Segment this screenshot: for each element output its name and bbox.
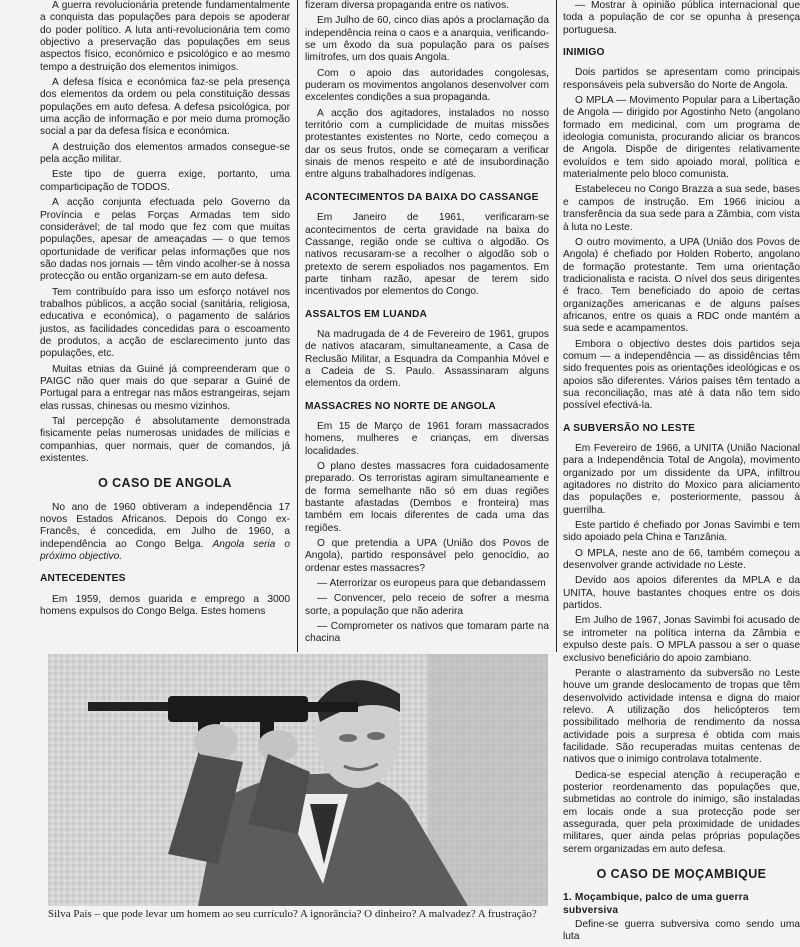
paragraph: A guerra revolucionária pretende fundamentalmente a conquista das populações para depois se apoderar do poder político. A luta anti-revolucionária tem como objectivo a preservação das populações em seus aspectos físico, económico e psicológico e ao mesmo tempo a destruição dos elementos inimigos. — [40, 0, 290, 73]
list-item: — Comprometer os nativos que tomaram parte na chacina — [305, 621, 549, 645]
paragraph: Em Julho de 1967, Jonas Savimbi foi acusado de se intrometer na política interna da Zâmbia e expulso deste país. O MPLA passou a ser o quase exclusivo beneficiário do apoio zambiano. — [563, 615, 800, 664]
paragraph: O plano destes massacres fora cuidadosamente preparado. Os terroristas agiram simultaneamente e de forma semelhante não só em duas regiões bastante afastadas (Dembos e fronteira) mas também em locais diferentes de cada uma das regiões. — [305, 461, 549, 534]
photo — [48, 654, 548, 906]
paragraph: Perante o alastramento da subversão no Leste houve um grande deslocamento de tropas que têm desenvolvido actividade intensa e digna do maior relevo. A utilização dos helicópteros tem possibilitado melhoria de rendimento da nossa actividade pois a surpresa é obtida com mais facilidade. São recuperadas muitas centenas de nativos que o inimigo controlava totalmente. — [563, 667, 800, 766]
photo-caption: Silva Pais – que pode levar um homem ao seu currículo? A ignorância? O dinheiro? A malvadez? A frustração? — [48, 908, 537, 920]
paragraph: Devido aos apoios diferentes da MPLA e da UNITA, houve bastantes choques entre os dois partidos. — [563, 575, 800, 612]
paragraph: Embora o objectivo destes dois partidos seja comum — a independência — as dissidências têm sido frequentes pois as orientações ideológicas e os apoios são diferentes. Vários países têm tentado a sua reconciliação, mas até à data não tem sido possível efectivá-la. — [563, 338, 800, 412]
paragraph: Em 1959, demos guarida e emprego a 3000 homens expulsos do Congo Belga. Estes homens — [40, 593, 290, 618]
paragraph: Na madrugada de 4 de Fevereiro de 1961, grupos de nativos atacaram, simultaneamente, a Casa de Reclusão Militar, a Esquadra da Companhia Móvel e a Cadeia de S. Paulo. Assassinaram alguns elementos da ordem. — [305, 328, 549, 390]
paragraph: Dois partidos se apresentam como principais responsáveis pela subversão do Norte de Angola. — [563, 67, 800, 91]
list-item: — Convencer, pelo receio de sofrer a mesma sorte, a população que não aderira — [305, 593, 549, 617]
paragraph: Este tipo de guerra exige, portanto, uma comparticipação de TODOS. — [40, 169, 290, 193]
section-heading-angola: O CASO DE ANGOLA — [98, 476, 232, 491]
paragraph: O outro movimento, a UPA (União dos Povos de Angola) é chefiado por Holden Roberto, angolano de formação protestante. Tem uma orientação tradicionalista e racista. O nível dos seus dirigentes é fraco. Tem beneficiado do apoio de certas organizações americanas e de alguns países africanos, entre os quais a RDC onde mantém a sua sede e acampamentos. — [563, 236, 800, 335]
paragraph: Define-se guerra subversiva como sendo uma luta — [563, 919, 800, 943]
section-heading-massacres: MASSACRES NO NORTE DE ANGOLA — [305, 400, 496, 412]
paragraph — [40, 502, 290, 564]
section-heading-luanda: ASSALTOS EM LUANDA — [305, 308, 428, 320]
list-item: — Aterrorizar os europeus para que debandassem — [317, 578, 546, 590]
subheading-mocambique: 1. Moçambique, palco de uma guerra subversiva — [563, 892, 749, 916]
paragraph: Tem contribuído para isso um esforço notável nos trabalhos públicos, a acção social (sanitária, religiosa, educativa e económica), o pagamento de salários justos, as facilidades concedidas para o escoamento de produtos, a acção de esclarecimento junto das populações, etc. — [40, 286, 290, 360]
paragraph: — Mostrar à opinião pública internacional que toda a população de cor se opunha à presença portuguesa. — [563, 0, 800, 36]
column-2 — [305, 0, 549, 649]
column-divider — [556, 0, 557, 652]
section-heading-inimigo: INIMIGO — [563, 47, 605, 59]
section-heading-leste: A SUBVERSÃO NO LESTE — [563, 422, 696, 434]
paragraph: O MPLA — Movimento Popular para a Libertação de Angola — dirigido por Agostinho Neto (angolano formado em medicinal, com um programa de ideologia comunista, procurando aliciar os brancos de Angola. Dispõe de dirigentes relativamente evoluídos e tem sido apoiado moral, política e materialmente pelo bloco comunista. — [563, 95, 800, 181]
paragraph: fizeram diversa propaganda entre os nativos. — [305, 0, 509, 11]
paragraph: A defesa física e económica faz-se pela presença dos elementos da ordem ou pela constituição dessas populações em auto defesa. A defesa psicológica, por uma acção de informação e por meio duma promoção social a par da defesa física e económica. — [40, 77, 290, 138]
paragraph: Em Janeiro de 1961, verificaram-se acontecimentos de certa gravidade na baixa do Cassange, região onde se cultiva o algodão. Os nativos recusaram-se a recolher o algodão sob o pretexto de serem espoliados nos pagamentos. Em parte tinham razão, apesar de terem sido incentivados por elementos do Congo. — [305, 212, 549, 298]
paragraph: Dedica-se especial atenção à recuperação e posterior reordenamento das populações que, submetidas ao controle do inimigo, são instaladas em locais onde a sua protecção pode ser assegurada, quer pela proximidade de unidades militares, quer ainda pelas próprias populações serem organizadas em auto defesa. — [563, 769, 800, 855]
paragraph: A acção conjunta efectuada pelo Governo da Província e pelas Forças Armadas tem sido considerável; de tal modo que fez com que muitas populações, apesar de ameaçadas — o que temos oportunidade de verificar pelas informações que nos são dadas nos jornais — têm vindo acolher-se à nossa protecção ou então organizam-se em auto defesa. — [40, 197, 290, 283]
section-heading-antecedentes: ANTECEDENTES — [40, 573, 126, 585]
paragraph: A acção dos agitadores, instalados no nosso território com a cumplicidade de muitas missões protestantes existentes no Norte, cedo começou a dar os seus frutos, onde se começaram a verificar sinais de menos respeito e até de insubordinação entre alguns trabalhadores indígenas. — [305, 107, 549, 181]
paragraph: Em Fevereiro de 1966, a UNITA (União Nacional para a Independência Total de Angola), movimento organizado por um dissidente da UPA, infiltrou agitadores no distrito do Moxico para aliciamento das populações e, posteriormente, passou à guerrilha. — [563, 443, 800, 516]
paragraph: Em 15 de Março de 1961 foram massacrados homens, mulheres e crianças, em diversas localidades. — [305, 420, 549, 457]
paragraph: O MPLA, neste ano de 66, também começou a desenvolver grande actividade no Leste. — [563, 547, 800, 572]
paragraph: Este partido é chefiado por Jonas Savimbi e tem sido apoiado pela China e Tanzânia. — [563, 520, 800, 544]
angola-text: No ano de 1960 obtiveram a independência 17 novos Estados Africanos. Depois do Congo ex-Francês, é concedida, em Julho de 1960, a independência ao Congo Belga. — [40, 501, 290, 550]
paragraph: Com o apoio das autoridades congolesas, puderam os movimentos angolanos desenvolver com excelentes condições a sua propaganda. — [305, 67, 549, 104]
paragraph: Tal percepção é absolutamente demonstrada fisicamente pelas numerosas unidades de milícias e companhias, quer normais, quer de comandos, já existentes. — [40, 416, 290, 465]
angola-italic: Angola seria o próximo objectivo. — [40, 538, 290, 563]
photo-illustration — [48, 654, 548, 906]
paragraph: Muitas etnias da Guiné já compreenderam que o PAIGC não quer mais do que separar a Guiné de Portugal para a entregar nas mãos estrangeiras, sejam elas russas, chinesas ou mesmo vizinhos. — [40, 363, 290, 412]
paragraph: A destruição dos elementos armados consegue-se pela acção militar. — [40, 141, 290, 166]
section-heading-mocambique: O CASO DE MOÇAMBIQUE — [596, 867, 767, 881]
paragraph: Estabeleceu no Congo Brazza a sua sede, bases e campos de instrução. Em 1966 iniciou a transferência da sua sede para a Zâmbia, com vista à luta no Leste. — [563, 184, 800, 233]
section-heading-cassange: ACONTECIMENTOS DA BAIXA DO CASSANGE — [305, 191, 539, 203]
paragraph: O que pretendia a UPA (União dos Povos de Angola), partido responsável pelo genocídio, ao ordenar estes massacres? — [305, 538, 549, 574]
column-1 — [40, 0, 290, 621]
paragraph: Em Julho de 60, cinco dias após a proclamação da independência reina o caos e a anarquia, verificando-se um êxodo da sua população para os países limítrofes, um dos quais Angola. — [305, 15, 549, 64]
column-3 — [563, 0, 800, 947]
column-divider — [297, 0, 298, 652]
